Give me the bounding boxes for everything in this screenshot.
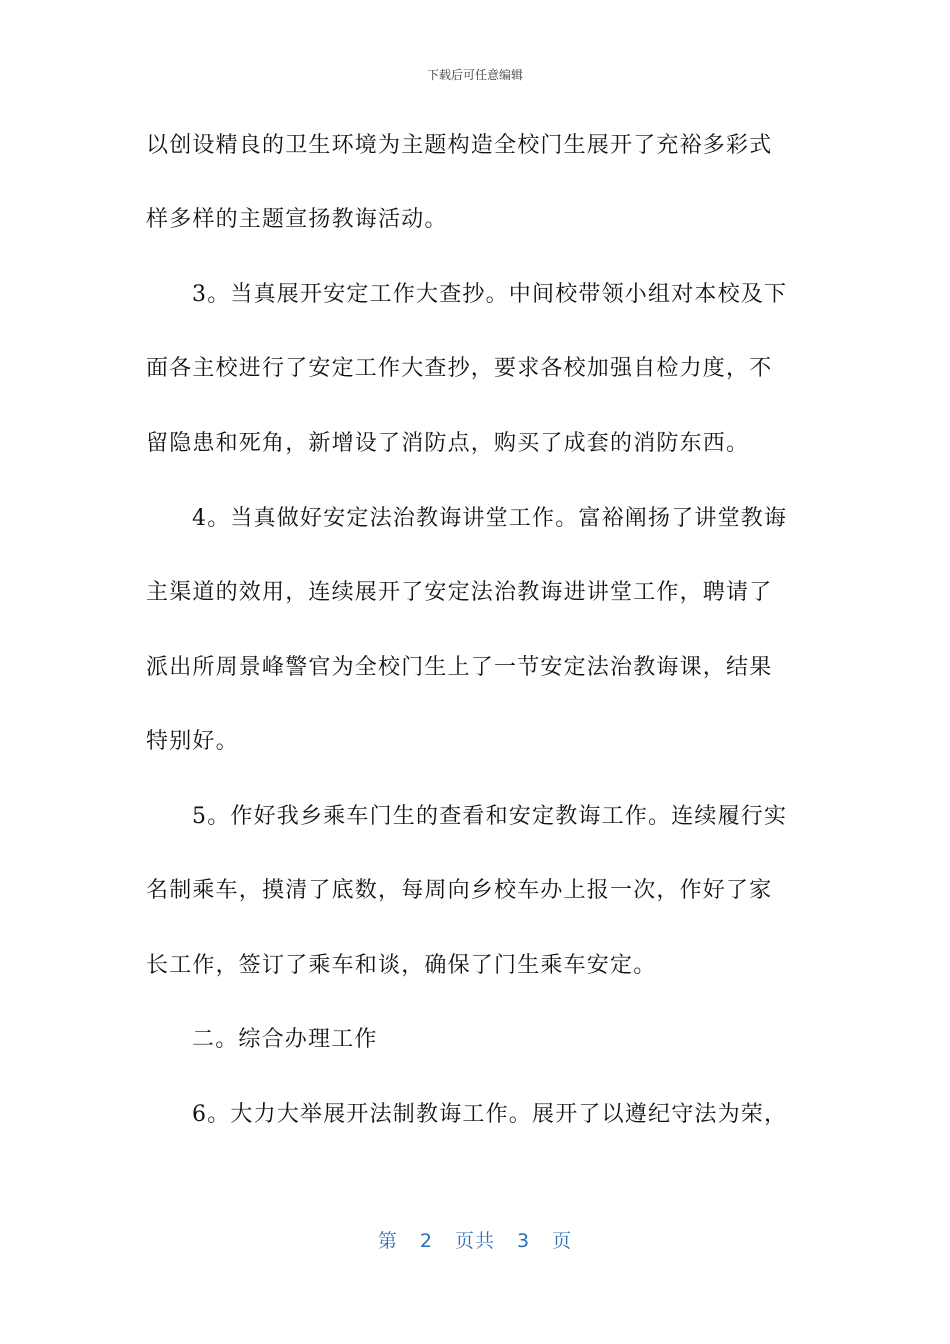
body-line: 5。作好我乡乘车门生的查看和安定教诲工作。连续履行实: [192, 804, 788, 829]
header-note: 下载后可任意编辑: [426, 68, 523, 82]
body-line: 派出所周景峰警官为全校门生上了一节安定法治教诲课，结果: [146, 655, 773, 680]
body-line: 留隐患和死角，新增设了消防点，购买了成套的消防东西。: [146, 431, 750, 456]
footer-suffix: 页: [552, 1230, 573, 1252]
body-line: 名制乘车，摸清了底数，每周向乡校车办上报一次，作好了家: [146, 878, 773, 903]
body-line: 4。当真做好安定法治教诲讲堂工作。富裕阐扬了讲堂教诲: [192, 506, 788, 531]
body-line: 6。大力大举展开法制教诲工作。展开了以遵纪守法为荣，: [192, 1102, 788, 1127]
footer-current-page: 2: [419, 1230, 433, 1252]
page-footer: [0, 1226, 950, 1253]
body-line: 样多样的主题宣扬教诲活动。: [146, 207, 448, 232]
footer-middle: 页共: [454, 1230, 495, 1252]
footer-total-pages: 3: [517, 1230, 531, 1252]
body-line: 面各主校进行了安定工作大查抄，要求各校加强自检力度，不: [146, 356, 773, 381]
section-heading: 二。综合办理工作: [192, 1027, 378, 1052]
body-line: 长工作，签订了乘车和谈，确保了门生乘车安定。: [146, 953, 657, 978]
body-line: 特别好。: [146, 729, 239, 754]
body-line: 主渠道的效用，连续展开了安定法治教诲进讲堂工作，聘请了: [146, 580, 773, 605]
footer-prefix: 第: [377, 1230, 398, 1252]
body-line: 以创设精良的卫生环境为主题构造全校门生展开了充裕多彩式: [146, 133, 773, 158]
body-line: 3。当真展开安定工作大查抄。中间校带领小组对本校及下: [192, 282, 788, 307]
